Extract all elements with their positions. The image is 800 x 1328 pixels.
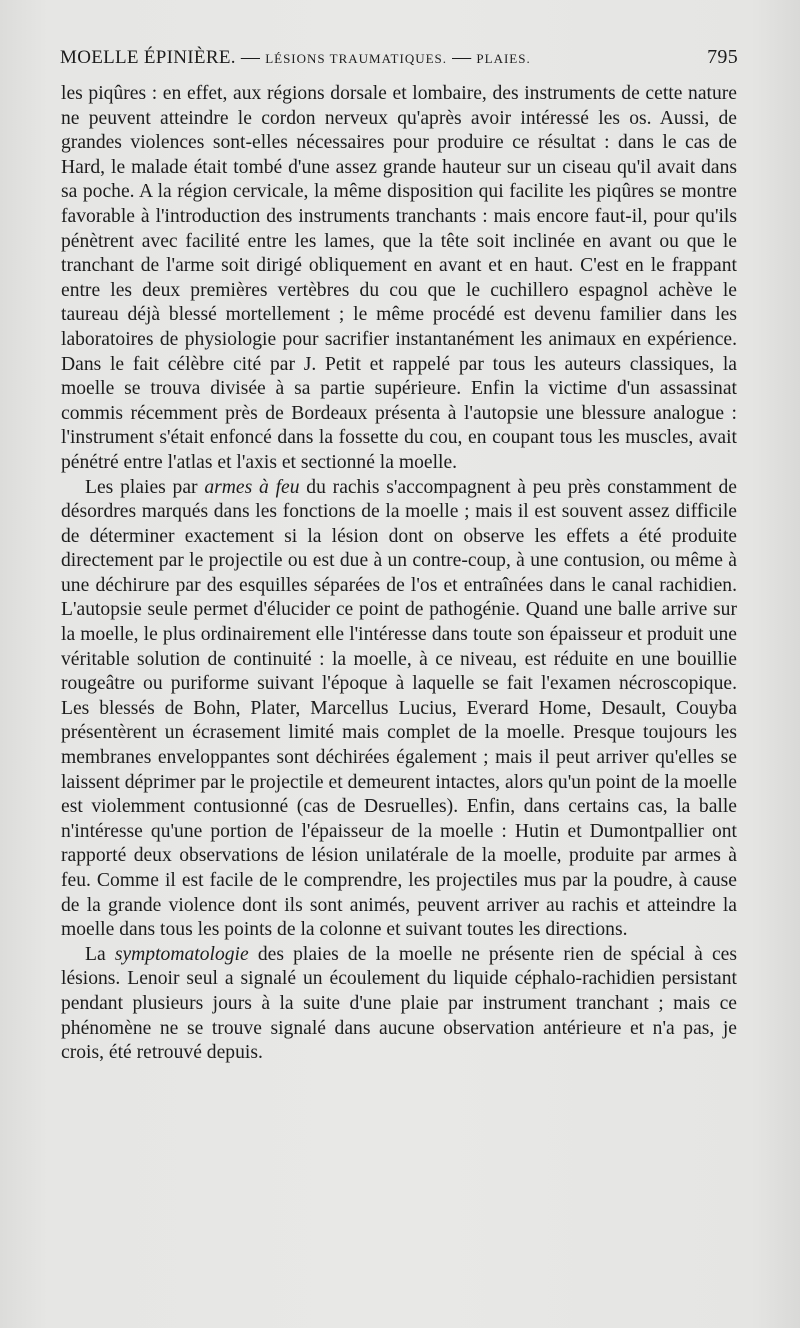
header-subtitle-plaies: PLAIES. — [476, 51, 531, 66]
italic-term: symptomatologie — [114, 943, 249, 965]
paragraph-text: du rachis s'accompagnent à peu près constamment de désordres marqués dans les fonctions de la moelle ; mais il est souvent assez difficile de déterminer exactement si la lésion dont on observe les effets a été produite directement par le projectile ou est due à un contre-coup, à une contusion, ou même à une déchirure par des esquilles séparées de l'os et entraînées dans le canal rachidien. L'autopsie seule permet d'élucider ce point de pathogénie. Quand une balle arrive sur la moelle, le plus ordinairement elle l'intéresse dans toute son épaisseur et produit une véritable solution de continuité : la moelle, à ce niveau, est réduite en une bouillie rougeâtre ou puriforme suivant l'époque à laquelle se fait l'examen nécroscopique. Les blessés de Bohn, Plater, Marcellus Lucius, Everard Home, Desault, Couyba présentèrent un écrasement limité mais complet de la moelle. Presque toujours les membranes enveloppantes sont déchirées également ; mais il peut arriver qu'elles se laissent déprimer par le projectile et demeurent intactes, alors qu'un point de la moelle est violemment contusionné (cas de Desruelles). Enfin, dans certains cas, la balle n'intéresse qu'une portion de l'épaisseur de la moelle : Hutin et Dumontpallier ont rapporté deux observations de lésion unilatérale de la moelle, produite par armes à feu. Comme il est facile de le comprendre, les projectiles mus par la poudre, à cause de la grande violence dont ils sont animés, peuvent arriver au rachis et atteindre la moelle dans tous les points de la colonne et suivant toutes les directions. — [61, 476, 737, 941]
paragraph-text: La — [85, 943, 115, 965]
header-title-main: MOELLE ÉPINIÈRE. — [60, 47, 236, 68]
paragraph-armes-a-feu — [61, 476, 737, 943]
header-title — [60, 47, 531, 69]
page-body — [61, 82, 737, 1066]
paragraph-symptomatologie — [61, 943, 737, 1066]
italic-term: armes à feu — [204, 476, 300, 498]
paragraph-text: Les plaies par — [85, 476, 205, 498]
page-number: 795 — [707, 46, 738, 68]
header-subtitle-lesions: LÉSIONS TRAUMATIQUES. — [265, 51, 448, 66]
paragraph-continuation: les piqûres : en effet, aux régions dorsale et lombaire, des instruments de cette nature ne peuvent atteindre le cordon nerveux qu'après avoir intéressé les os. Aussi, de grandes violences sont-elles nécessaires pour produire ce résultat : dans le cas de Hard, le malade était tombé d'une assez grande hauteur sur un ciseau qu'il avait dans sa poche. A la région cervicale, la même disposition qui facilite les piqûres se montre favorable à l'introduction des instruments tranchants : mais encore faut-il, pour qu'ils pénètrent avec facilité entre les lames, que la tête soit inclinée en avant ou que le tranchant de l'arme soit dirigé obliquement en avant et en haut. C'est en le frappant entre les deux premières vertèbres du cou que le cuchillero espagnol achève le taureau déjà blessé mortellement ; le même procédé est devenu familier dans les laboratoires de physiologie pour sacrifier instantanément les animaux en expérience. Dans le fait célèbre cité par J. Petit et rappelé par tous les auteurs classiques, la moelle se trouva divisée à sa partie supérieure. Enfin la victime d'un assassinat commis récemment près de Bordeaux présenta à l'autopsie une blessure analogue : l'instrument s'était enfoncé dans la fossette du cou, en coupant tous les muscles, avait pénétré entre l'atlas et l'axis et sectionné la moelle. — [61, 83, 737, 473]
running-header — [60, 46, 738, 69]
paragraph-text: des plaies de la moelle ne présente rien de spécial à ces lésions. Lenoir seul a signalé un écoulement du liquide céphalo-rachidien persistant pendant plusieurs jours à la suite d'une plaie par instrument tranchant ; mais ce phénomène ne se trouve signalé dans aucune observation antérieure et n'a pas, je crois, été retrouvé depuis. — [61, 943, 737, 1064]
header-separator: — — [447, 47, 477, 68]
header-separator: — — [235, 47, 266, 68]
